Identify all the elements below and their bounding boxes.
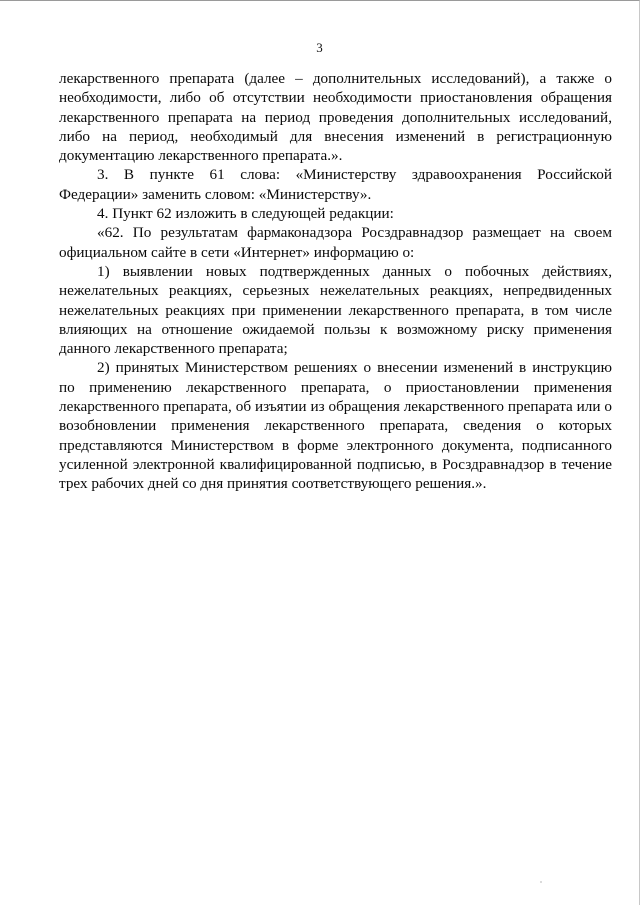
- document-body: [59, 69, 612, 494]
- paragraph-item-3: 3. В пункте 61 слова: «Министерству здравоохранения Российской Федерации» заменить словом: «Министерству».: [59, 166, 612, 203]
- paragraph-item-4: 4. Пункт 62 изложить в следующей редакции:: [97, 205, 394, 223]
- page-number: 3: [316, 40, 323, 55]
- paragraph-subitem-1: 1) выявлении новых подтвержденных данных о побочных действиях, нежелательных реакциях, серьезных нежелательных реакциях, непредвиденных нежелательных реакциях при применении лекарственного препарата, в том числе влияющих на отношение ожидаемой пользы к возможному риску применения данного лекарственного препарата;: [59, 262, 612, 358]
- paragraph-subitem-2: 2) принятых Министерством решениях о внесении изменений в инструкцию по применению лекарственного препарата, о приостановлении применения лекарственного препарата, об изъятии из обращения лекарственного препарата или о возобновлении применения лекарственного препарата, сведения о которых представляются Министерством в форме электронного документа, подписанного усиленной электронной квалифицированной подписью, в Росздравнадзор в течение трех рабочих дней со дня принятия соответствующего решения.».: [59, 359, 612, 493]
- paragraph-continuation: лекарственного препарата (далее – дополнительных исследований), а также о необходимости, либо об отсутствии необходимости приостановления обращения лекарственного препарата на период проведения дополнительных исследований, либо на период, необходимый для внесения изменений в регистрационную документацию лекарственного препарата.».: [59, 70, 612, 165]
- paragraph-clause-62: «62. По результатам фармаконадзора Росздравнадзор размещает на своем официальном сайте в сети «Интернет» информацию о:: [59, 224, 612, 261]
- scan-artifact: [540, 881, 542, 883]
